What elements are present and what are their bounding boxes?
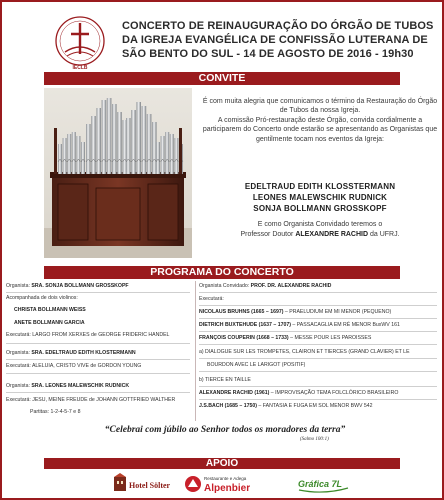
invitation-text [200, 97, 440, 144]
pipe-organ-photo [44, 88, 192, 258]
program-line: ANETE BOLLMANN GARCIA [14, 320, 85, 326]
organ-pipe [63, 138, 67, 174]
organ-pipe [102, 100, 107, 174]
program-line: Executará: ALELUIA, CRISTO VIVE de GORDON YOUNG [6, 363, 142, 369]
organ-pipe [91, 116, 96, 174]
psalm-quote: “Celebrai com júbilo ao Senhor todos os moradores da terra” [104, 425, 346, 435]
organist-name: EDELTRAUD EDITH KLOSSTERMANN [244, 182, 396, 191]
organ-pipe [136, 102, 141, 174]
program-line: b) TIERCE EN TAILLE [199, 377, 251, 383]
program-line: Organista: SRA. LEONES MALEWSCHIK RUDNICK [6, 383, 130, 389]
organ-pipe [76, 136, 80, 174]
svg-text:Alpenbier: Alpenbier [204, 483, 251, 494]
program-line: CHRISTA BOLLMANN WEISS [14, 307, 86, 313]
divider [6, 392, 190, 393]
invitation-paragraph-1: É com muita alegria que comunicamos o término da Restauração do Órgão de Tubos da nossa Igreja. [202, 98, 438, 115]
organ-pipe [96, 108, 101, 174]
guest-line-2 [200, 230, 440, 240]
divider [199, 344, 437, 345]
divider [6, 343, 190, 344]
organ-pipe [126, 118, 131, 174]
organ-pipe [147, 114, 152, 174]
program-line: Executará: LARGO FROM XERXES de GEORGE FRIDERIC HANDEL [6, 332, 170, 338]
program-line: Partitas: 1-2-4-5-7 e 8 [30, 409, 81, 415]
divider [199, 292, 437, 293]
grafica-7l-logo [296, 472, 352, 496]
program-line: Executará: [199, 296, 224, 302]
divider [199, 305, 437, 306]
church-logo [53, 14, 107, 72]
organ-pipe [112, 104, 117, 174]
program-line: J.S.BACH (1685 – 1750) – FANTASIA E FUGA EM SOL MENOR BWV 542 [199, 403, 373, 409]
organ-pipe [165, 132, 169, 174]
guest-line-1: E como Organista Convidado teremos o [257, 221, 383, 228]
program-line: ALEXANDRE RACHID (1961) – IMPROVISAÇÃO TEMA FOLCLÓRICO BRASILEIRO [199, 390, 399, 396]
divider [6, 359, 190, 360]
program-line: Executará: JESU, MEINE FREUDE de JOHANN GOTTFRIED WALTHER [6, 397, 176, 403]
organ-pipe [67, 134, 71, 174]
divider [199, 399, 437, 400]
title-line-1: CONCERTO DE REINAUGURAÇÃO DO ÓRGÃO DE TUBOS [122, 20, 434, 32]
program-line: NICOLAUS BRUHNS (1665 – 1697) – PRAELUDIUM EM MI MENOR (PEQUENO) [199, 309, 392, 315]
convite-heading: CONVITE [44, 72, 400, 85]
organ-pipe [152, 122, 157, 174]
organist-name: LEONES MALEWSCHIK RUDNICK [252, 193, 388, 202]
organ-pipe [117, 112, 122, 174]
title-line-2: DA IGREJA EVANGÉLICA DE CONFISSÃO LUTERANA DE [122, 34, 428, 46]
invitation-paragraph-2: A comissão Pró-restauração deste Órgão, convida cordialmente a participarem do Concerto onde estarão se apresentando as Organistas que gentilmente tocam nos eventos da Igreja: [202, 116, 438, 143]
column-divider [195, 281, 196, 421]
divider [199, 371, 437, 372]
program-line: BOURDON AVEC LE LARIGOT (POSITIF) [207, 362, 306, 368]
organ-pipe [131, 110, 136, 174]
program-line: a) DIALOGUE SUR LES TROMPETES, CLAIRON ET TIERCES (GRAND CLAVIER) ET LE [199, 349, 410, 355]
svg-text:IECLB: IECLB [72, 65, 88, 71]
guest-affiliation: da UFRJ. [370, 231, 400, 238]
guest-organist-text [200, 220, 440, 240]
program-line: Acompanhada de dois violinos: [6, 295, 78, 301]
organist-name: SONJA BOLLMANN GROSSKOPF [253, 204, 387, 213]
guest-name: ALEXANDRE RACHID [295, 231, 369, 238]
concert-title [122, 19, 440, 61]
psalm-reference: (Salmo 100:1) [300, 437, 329, 442]
organist-names [200, 181, 440, 214]
title-line-3: SÃO BENTO DO SUL - 14 DE AGOSTO DE 2016 - 19h30 [122, 48, 414, 60]
organ-pipe [142, 106, 147, 174]
organ-pipe [72, 132, 76, 174]
organ-pipe [156, 142, 160, 174]
organ-pipe [107, 98, 112, 174]
divider [199, 386, 437, 387]
divider [199, 358, 437, 359]
divider [6, 373, 190, 374]
apoio-heading: APOIO [44, 458, 400, 469]
organ-pipe [170, 134, 174, 174]
divider [199, 318, 437, 319]
organ-pipe [161, 136, 165, 174]
svg-text:Gráfica 7L: Gráfica 7L [298, 479, 343, 489]
programa-heading: PROGRAMA DO CONCERTO [44, 266, 400, 279]
program-line: Organista: SRA. SONJA BOLLMANN GROSSKOPF [6, 283, 129, 289]
program-line: Organista Convidado: PROF. DR. ALEXANDRE RACHID [199, 283, 332, 289]
organ-pipe [86, 124, 91, 174]
divider [6, 292, 190, 293]
program-line: Organista: SRA. EDELTRAUD EDITH KLOSTERMANN [6, 350, 136, 356]
hotel-solter-logo [112, 472, 172, 496]
organ-pipe [81, 142, 85, 174]
organ-pipe [174, 138, 178, 174]
program-line: DIETRICH BUXTEHUDE (1637 – 1707) – PASSACAGLIA EM RÉ MENOR BuxWV 161 [199, 322, 400, 328]
divider [199, 331, 437, 332]
guest-title: Professor Doutor [240, 231, 294, 238]
svg-text:Hotel Sölter: Hotel Sölter [129, 481, 171, 490]
alpenbier-logo [184, 472, 272, 496]
program-line: FRANÇOIS COUPERIN (1668 – 1733) – MESSE POUR LES PAROISSES [199, 335, 372, 341]
svg-text:Restaurante e Adega: Restaurante e Adega [204, 476, 247, 481]
